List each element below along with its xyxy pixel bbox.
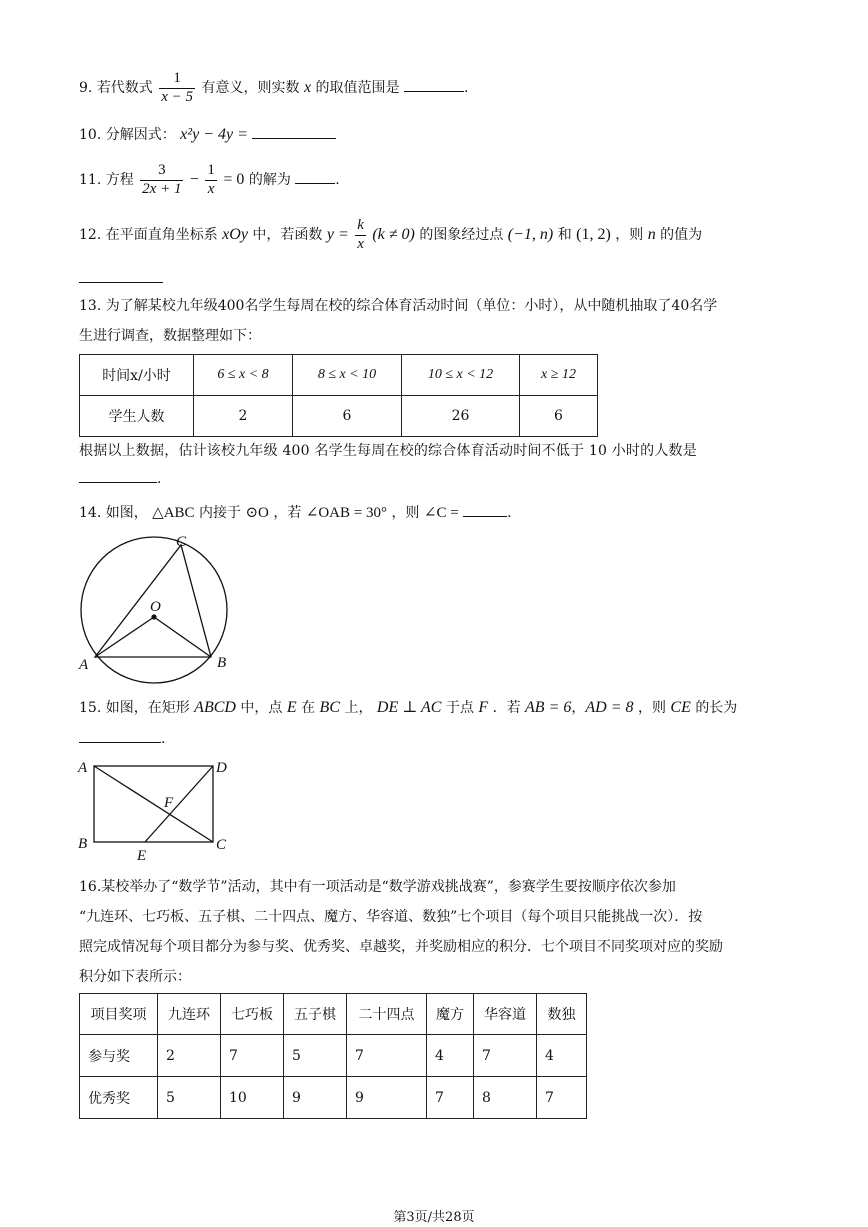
q9-prefix: 若代数式 bbox=[96, 80, 153, 96]
q14-number: 14. bbox=[79, 505, 102, 521]
q14-circle: ⊙O bbox=[245, 505, 269, 521]
question-10 bbox=[79, 124, 336, 144]
table-cell: 26 bbox=[402, 396, 520, 437]
table-cell: 10 bbox=[221, 1077, 284, 1119]
q15-diagonal-ac bbox=[94, 766, 213, 842]
question-14 bbox=[79, 502, 512, 522]
q15-label-d: D bbox=[216, 760, 227, 776]
q9-answer-blank[interactable] bbox=[404, 79, 464, 92]
q16-line-2: “九连环、七巧板、五子棋、二十四点、魔方、华容道、数独”七个项目（每个项目只能挑战一次）．按 bbox=[79, 909, 703, 925]
table-row bbox=[80, 396, 598, 437]
q12-func-lhs: y = bbox=[326, 226, 349, 243]
q12-f-num: k bbox=[355, 217, 366, 235]
q14-circle-figure bbox=[74, 528, 244, 694]
q9-number: 9. bbox=[79, 80, 93, 96]
q14-label-c: C bbox=[176, 534, 187, 550]
q15-label-c: C bbox=[216, 837, 227, 853]
q15-text-d: 上， bbox=[344, 700, 373, 716]
question-12 bbox=[79, 213, 702, 257]
q12-and: 和 bbox=[557, 227, 572, 243]
q15-answer-blank[interactable] bbox=[79, 730, 161, 743]
q11-minus: − bbox=[189, 171, 199, 188]
table-cell: 7 bbox=[537, 1077, 587, 1119]
q12-fraction bbox=[355, 217, 366, 253]
q14-angle-oab: ∠OAB = 30° bbox=[305, 505, 387, 521]
q12-point-1: (−1, n) bbox=[507, 226, 554, 243]
q15-point-f: F bbox=[478, 699, 489, 716]
table-cell: 6 bbox=[520, 396, 598, 437]
q16-score-table bbox=[79, 993, 587, 1119]
q15-label-b: B bbox=[78, 836, 88, 852]
table-cell: 7 bbox=[474, 1035, 537, 1077]
q13-intro-line-1: 13. 为了解某校九年级400名学生每周在校的综合体育活动时间（单位：小时），从中随机抽取了40名学 bbox=[79, 298, 718, 314]
q15-side-bc: BC bbox=[319, 699, 340, 716]
q15-text-f: ．若 bbox=[492, 700, 521, 716]
q9-suffix-a: 有意义，则实数 bbox=[201, 80, 300, 96]
table-row bbox=[80, 1035, 587, 1077]
table-header-cell: 6 ≤ x < 8 bbox=[194, 355, 293, 396]
page-footer: 第3页/共28页 bbox=[393, 1210, 475, 1225]
q11-equals: = 0 bbox=[223, 171, 245, 188]
q12-text-a: 在平面直角坐标系 bbox=[105, 227, 218, 243]
q15-point-e: E bbox=[286, 699, 297, 716]
q11-f1-den: 2x + 1 bbox=[142, 180, 182, 197]
table-cell: 7 bbox=[221, 1035, 284, 1077]
q14-angle-c: ∠C = bbox=[423, 505, 459, 521]
table-cell: 学生人数 bbox=[80, 396, 194, 437]
q11-suffix: 的解为 bbox=[248, 172, 291, 188]
q15-ad-length: AD = 8 bbox=[585, 699, 634, 716]
q16-line-3: 照完成情况每个项目都分为参与奖、优秀奖、卓越奖，并奖励相应的积分．七个项目不同奖项对应的奖励 bbox=[79, 939, 723, 955]
q13-answer-line bbox=[79, 470, 161, 487]
q13-answer-blank[interactable] bbox=[79, 470, 157, 483]
q15-answer-line bbox=[79, 730, 165, 747]
table-cell: 4 bbox=[427, 1035, 474, 1077]
q12-n: n bbox=[647, 226, 656, 243]
q11-number: 11. bbox=[79, 172, 102, 188]
table-header-cell: x ≥ 12 bbox=[520, 355, 598, 396]
table-header-cell: 二十四点 bbox=[347, 994, 427, 1035]
q9-var: x bbox=[303, 79, 312, 96]
q15-rectangle-figure bbox=[74, 756, 244, 866]
q13-end: . bbox=[157, 471, 162, 487]
q15-segment-ce: CE bbox=[670, 699, 691, 716]
table-cell: 2 bbox=[158, 1035, 221, 1077]
table-header-cell: 五子棋 bbox=[284, 994, 347, 1035]
q14-text-c: ，若 bbox=[273, 505, 302, 521]
q16-line-1: 16.某校举办了“数学节”活动，其中有一项活动是“数学游戏挑战赛”，参赛学生要按顺序依次参加 bbox=[79, 879, 676, 895]
table-cell: 参与奖 bbox=[80, 1035, 158, 1077]
q16-line-4: 积分如下表所示： bbox=[79, 969, 191, 985]
q15-number: 15. bbox=[79, 700, 102, 716]
table-cell: 5 bbox=[158, 1077, 221, 1119]
table-header-cell: 项目奖项 bbox=[80, 994, 158, 1035]
table-cell: 7 bbox=[427, 1077, 474, 1119]
q14-text-b: 内接于 bbox=[199, 505, 242, 521]
table-header-cell: 华容道 bbox=[474, 994, 537, 1035]
table-header-cell: 时间x/小时 bbox=[80, 355, 194, 396]
q12-text-c: 的图象经过点 bbox=[419, 227, 504, 243]
q14-label-a: A bbox=[79, 657, 89, 673]
table-header-cell: 8 ≤ x < 10 bbox=[293, 355, 402, 396]
q9-end: . bbox=[463, 80, 469, 96]
q10-expression: x²y − 4y = bbox=[180, 126, 248, 143]
q12-condition: (k ≠ 0) bbox=[372, 226, 415, 243]
q12-f-den: x bbox=[357, 235, 364, 252]
question-15 bbox=[79, 697, 737, 717]
table-cell: 8 bbox=[474, 1077, 537, 1119]
q9-fraction bbox=[159, 70, 195, 106]
q15-text-a: 如图，在矩形 bbox=[105, 700, 190, 716]
q12-text-d: ，则 bbox=[615, 227, 644, 243]
q14-end: . bbox=[507, 505, 512, 521]
q10-answer-blank[interactable] bbox=[252, 126, 336, 139]
question-9 bbox=[79, 68, 468, 108]
q15-end: . bbox=[161, 731, 166, 747]
table-cell: 优秀奖 bbox=[80, 1077, 158, 1119]
table-header-cell: 魔方 bbox=[427, 994, 474, 1035]
q11-f2-num: 1 bbox=[205, 162, 217, 180]
q15-text-h: 的长为 bbox=[695, 700, 738, 716]
q11-prefix: 方程 bbox=[105, 172, 134, 188]
question-11 bbox=[79, 160, 340, 200]
table-row bbox=[80, 994, 587, 1035]
q13-data-table bbox=[79, 354, 598, 437]
q9-frac-den: x − 5 bbox=[161, 88, 194, 105]
q15-label-e: E bbox=[137, 848, 147, 864]
table-cell: 6 bbox=[293, 396, 402, 437]
q15-perpendicular: DE ⊥ AC bbox=[376, 699, 442, 716]
table-row bbox=[80, 355, 598, 396]
q12-point-2: (1, 2) bbox=[576, 226, 611, 243]
q15-text-c: 在 bbox=[301, 700, 316, 716]
q11-fraction-2 bbox=[205, 162, 217, 198]
q15-segment-de bbox=[145, 766, 213, 842]
table-cell: 5 bbox=[284, 1035, 347, 1077]
q12-text-b: 中，若函数 bbox=[252, 227, 323, 243]
q11-f1-num: 3 bbox=[140, 162, 183, 180]
q9-suffix-b: 的取值范围是 bbox=[315, 80, 400, 96]
table-cell: 9 bbox=[347, 1077, 427, 1119]
q11-end: . bbox=[335, 172, 340, 188]
q15-label-a: A bbox=[78, 760, 88, 776]
q13-question: 根据以上数据，估计该校九年级 400 名学生每周在校的综合体育活动时间不低于 10 小时的人数是 bbox=[79, 443, 697, 459]
table-header-cell: 七巧板 bbox=[221, 994, 284, 1035]
q12-coord-system: xOy bbox=[222, 226, 248, 243]
q12-text-e: 的值为 bbox=[660, 227, 703, 243]
q13-intro-line-2: 生进行调查，数据整理如下： bbox=[79, 328, 261, 344]
q14-center-dot bbox=[151, 614, 156, 619]
q14-triangle: △ABC bbox=[152, 505, 195, 521]
table-header-cell: 10 ≤ x < 12 bbox=[402, 355, 520, 396]
q15-text-b: 中，点 bbox=[240, 700, 283, 716]
q14-text-d: ，则 bbox=[391, 505, 420, 521]
q11-answer-blank[interactable] bbox=[295, 171, 335, 184]
q15-text-g: ，则 bbox=[637, 700, 666, 716]
q10-prefix: 分解因式： bbox=[105, 127, 176, 143]
q10-number: 10. bbox=[79, 127, 102, 143]
q12-answer-blank[interactable] bbox=[79, 282, 163, 283]
q11-f2-den: x bbox=[207, 180, 215, 197]
q12-number: 12. bbox=[79, 227, 102, 243]
table-header-cell: 九连环 bbox=[158, 994, 221, 1035]
q9-frac-num: 1 bbox=[159, 70, 195, 88]
q15-comma: ， bbox=[571, 700, 586, 716]
table-cell: 4 bbox=[537, 1035, 587, 1077]
q15-rect: ABCD bbox=[194, 699, 236, 716]
table-cell: 2 bbox=[194, 396, 293, 437]
table-cell: 7 bbox=[347, 1035, 427, 1077]
q11-fraction-1 bbox=[140, 162, 183, 198]
q14-segment-oa bbox=[95, 617, 154, 657]
q14-label-b: B bbox=[217, 655, 227, 671]
q15-label-f: F bbox=[164, 795, 174, 811]
q14-answer-blank[interactable] bbox=[463, 504, 507, 517]
q14-text-a: 如图， bbox=[105, 505, 148, 521]
table-header-cell: 数独 bbox=[537, 994, 587, 1035]
q15-text-e: 于点 bbox=[445, 700, 474, 716]
q15-ab-length: AB = 6 bbox=[525, 699, 572, 716]
table-row bbox=[80, 1077, 587, 1119]
table-cell: 9 bbox=[284, 1077, 347, 1119]
q14-label-o: O bbox=[150, 599, 161, 615]
